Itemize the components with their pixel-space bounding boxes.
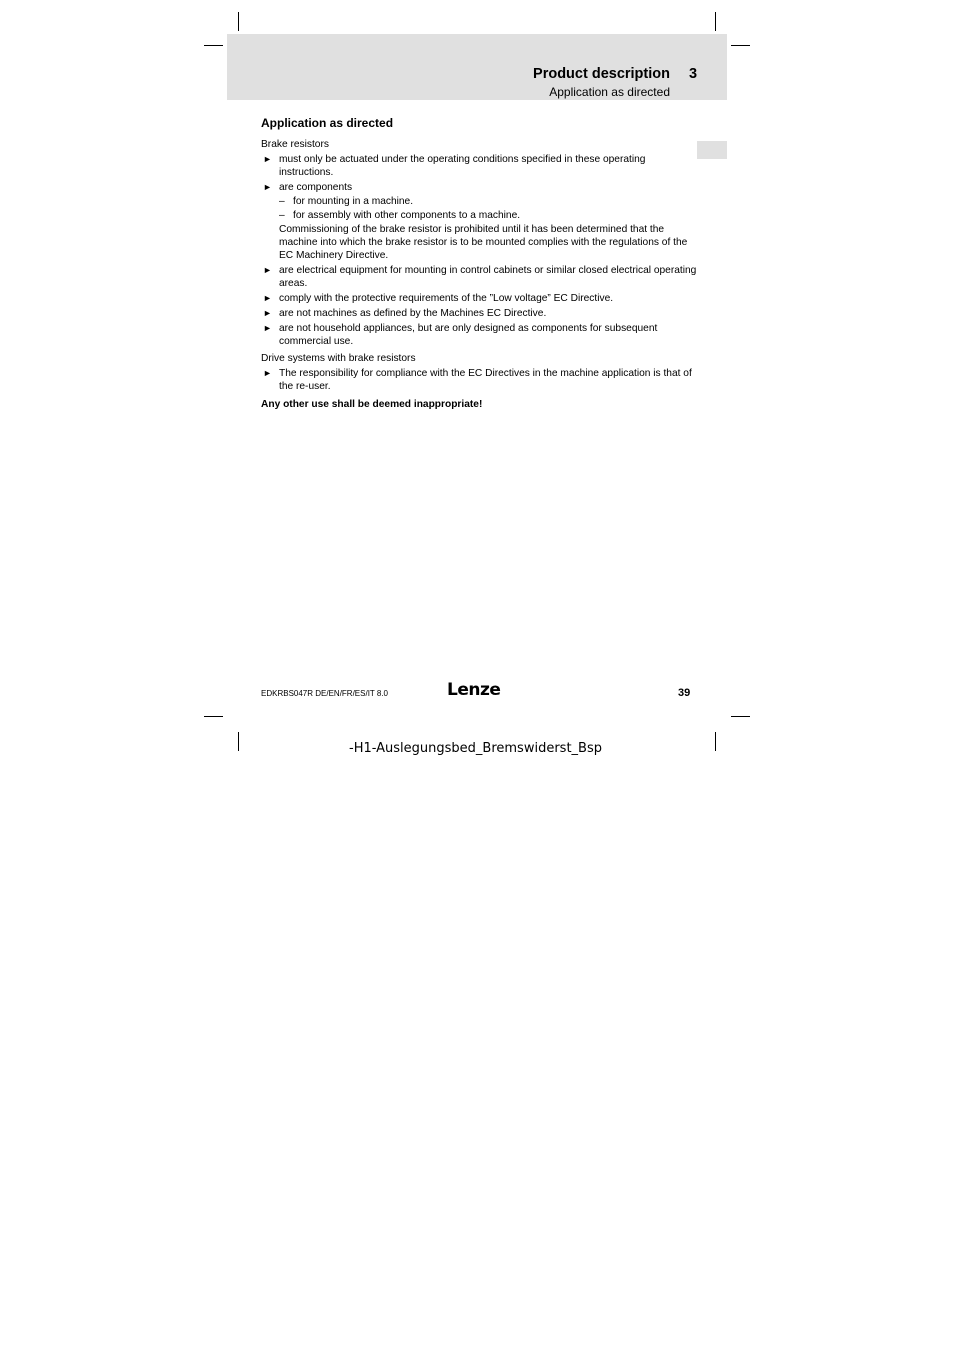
bullet-triangle-icon: ►	[263, 293, 272, 303]
sublist-item: – for mounting in a machine.	[279, 196, 414, 207]
chapter-title: Product description	[533, 66, 670, 82]
chapter-subtitle: Application as directed	[549, 85, 670, 99]
dash-icon: –	[279, 210, 285, 221]
document-code: EDKRBS047R DE/EN/FR/ES/IT 8.0	[261, 689, 389, 698]
crop-mark	[731, 45, 750, 46]
dash-icon: –	[279, 196, 285, 207]
bullet-triangle-icon: ►	[263, 308, 272, 318]
bullet-triangle-icon: ►	[263, 265, 272, 275]
list-item: ► are not machines as defined by the Machines EC Directive.	[263, 308, 547, 319]
bullet-triangle-icon: ►	[263, 154, 272, 164]
file-label: -H1-Auslegungsbed_Bremswiderst_Bsp	[349, 741, 602, 756]
crop-mark	[731, 716, 750, 717]
list-item: ► The responsibility for compliance with the EC Directives in the machine application is that of the re-user.	[263, 368, 692, 392]
brake-resistor-list	[261, 153, 697, 348]
group-label-brake-resistors: Brake resistors	[261, 139, 329, 150]
crop-mark	[204, 716, 223, 717]
commissioning-note: Commissioning of the brake resistor is prohibited until it has been determined that the machine into which the brake resistor is to be mounted complies with the regulations of the EC Machinery Directive.	[279, 224, 688, 261]
list-item: ► comply with the protective requirements of the ”Low voltage” EC Directive.	[263, 293, 614, 304]
page-content	[261, 115, 697, 411]
list-item: ► are electrical equipment for mounting in control cabinets or similar closed electrical operating areas.	[263, 265, 697, 289]
bullet-triangle-icon: ►	[263, 368, 272, 378]
page-number: 39	[678, 687, 691, 699]
chapter-number: 3	[689, 66, 698, 82]
drive-systems-list	[261, 367, 697, 393]
final-note: Any other use shall be deemed inappropriate!	[261, 399, 483, 410]
crop-mark	[238, 12, 239, 31]
sublist-item: – for assembly with other components to a machine.	[279, 210, 521, 221]
page-header	[227, 34, 727, 100]
crop-mark	[238, 732, 239, 751]
components-sublist	[279, 195, 697, 222]
crop-mark	[715, 12, 716, 31]
bullet-triangle-icon: ►	[263, 182, 272, 192]
side-tab-marker	[697, 141, 727, 159]
list-item: ► must only be actuated under the operating conditions specified in these operating instructions.	[263, 154, 646, 178]
bullet-triangle-icon: ►	[263, 323, 272, 333]
section-heading: Application as directed	[261, 116, 394, 130]
group-label-drive-systems: Drive systems with brake resistors	[261, 353, 416, 364]
list-item: ► are not household appliances, but are only designed as components for subsequent commercial use.	[263, 323, 658, 347]
list-item: ► are components – for mounting in a machine. – for assembly with other components to a machine. Commissioning of the brake resistor is prohibited until it has been determined that the machine into which the brake resistor is to be mounted complies with the regulations of the EC Machinery Directive.	[261, 181, 697, 262]
lenze-logo: Lenze	[447, 680, 501, 700]
crop-mark	[715, 732, 716, 751]
crop-mark	[204, 45, 223, 46]
